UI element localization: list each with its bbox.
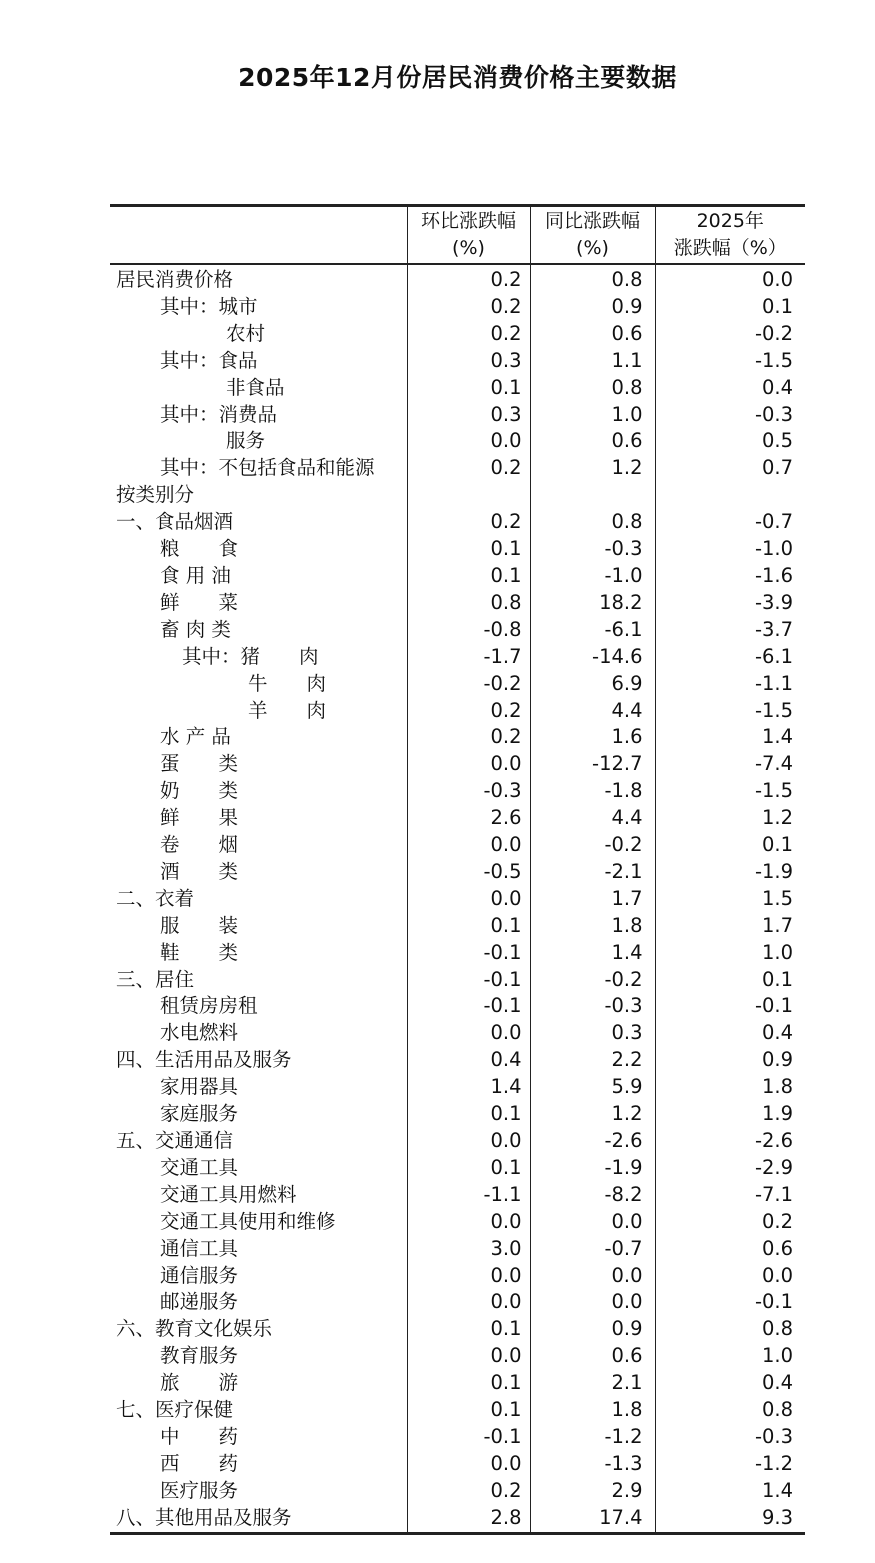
row-mom-value: -1.7: [407, 644, 530, 671]
row-mom-value: 2.8: [407, 1505, 530, 1533]
row-item-name: [110, 348, 407, 375]
row-yoy-value: 1.2: [530, 455, 655, 482]
row-mom-value: 0.0: [407, 1263, 530, 1290]
row-yoy-value: 0.0: [530, 1209, 655, 1236]
row-item-label: 其中：城市: [160, 294, 258, 318]
row-item-label: 旅 游: [160, 1371, 239, 1395]
row-ytd-value: 0.0: [761, 268, 793, 291]
row-mom-value: 0.0: [407, 1209, 530, 1236]
row-ytd-value: -3.9: [754, 590, 793, 614]
row-item-label: 其中：消费品: [160, 402, 278, 426]
row-item-label: 鞋 类: [160, 940, 239, 964]
row-item-label: 二、衣着: [116, 886, 195, 910]
row-item-name: [110, 671, 407, 698]
table-row: [110, 509, 805, 536]
row-item-label: 邮递服务: [160, 1290, 239, 1314]
row-item-label: 农村: [226, 321, 266, 345]
row-yoy-value: 0.6: [530, 1343, 655, 1370]
row-mom-value: -0.1: [407, 940, 530, 967]
row-mom-value: -0.1: [407, 993, 530, 1020]
row-mom-value: 0.0: [407, 1289, 530, 1316]
row-ytd-value: -1.2: [754, 1451, 793, 1475]
row-ytd-value: -7.1: [754, 1182, 793, 1206]
row-ytd-value: [655, 482, 805, 509]
row-ytd-value: -2.9: [754, 1155, 793, 1179]
row-item-label: 其中：食品: [160, 348, 258, 372]
row-mom-value: 0.3: [407, 348, 530, 375]
row-item-name: [110, 698, 407, 725]
table-row: [110, 294, 805, 321]
table-body: [110, 264, 805, 1533]
row-item-name: [110, 940, 407, 967]
row-item-label: 牛 肉: [248, 671, 327, 695]
row-ytd-value: -1.5: [754, 348, 793, 372]
row-item-label: 家用器具: [160, 1075, 239, 1099]
row-yoy-value: 4.4: [530, 805, 655, 832]
row-ytd-value: -7.4: [754, 752, 793, 776]
row-item-name: [110, 321, 407, 348]
row-item-name: [110, 563, 407, 590]
row-ytd-value: -3.7: [754, 617, 793, 641]
header-ytd-change: [655, 206, 805, 265]
row-ytd-value: -0.7: [754, 510, 793, 534]
row-item-name: [110, 724, 407, 751]
row-item-name: [110, 1397, 407, 1424]
row-item-label: 教育服务: [160, 1344, 239, 1368]
table-row: [110, 348, 805, 375]
table-row: [110, 1289, 805, 1316]
row-item-name: [110, 509, 407, 536]
row-item-label: 粮 食: [160, 537, 239, 561]
row-ytd-value: 9.3: [761, 1505, 793, 1529]
row-ytd-value: 0.4: [761, 1371, 793, 1395]
row-ytd-value: 1.4: [761, 725, 793, 749]
row-item-label: 通信服务: [160, 1263, 239, 1287]
row-mom-value: [407, 482, 530, 509]
row-mom-value: -0.1: [407, 1424, 530, 1451]
row-ytd-value: 1.9: [761, 1102, 793, 1126]
row-item-name: [110, 805, 407, 832]
row-item-label: 通信工具: [160, 1236, 239, 1260]
row-yoy-value: 1.0: [530, 402, 655, 429]
row-item-name: [110, 402, 407, 429]
table-row: [110, 617, 805, 644]
row-yoy-value: 0.6: [530, 428, 655, 455]
row-item-name: [110, 1370, 407, 1397]
cpi-table: [110, 204, 805, 1535]
row-yoy-value: -1.9: [530, 1155, 655, 1182]
row-ytd-value: 0.9: [761, 1048, 793, 1072]
table-row: [110, 724, 805, 751]
row-item-name: [110, 375, 407, 402]
row-yoy-value: -0.2: [530, 967, 655, 994]
row-mom-value: 0.0: [407, 832, 530, 859]
table-row: [110, 1370, 805, 1397]
row-yoy-value: -0.7: [530, 1236, 655, 1263]
row-yoy-value: 1.7: [530, 886, 655, 913]
header-yoy-change: [530, 206, 655, 265]
row-item-name: [110, 428, 407, 455]
row-ytd-value: 0.8: [761, 1317, 793, 1341]
row-ytd-value: 1.7: [761, 913, 793, 937]
row-mom-value: 0.0: [407, 751, 530, 778]
row-ytd-value: -6.1: [754, 644, 793, 668]
row-ytd-value: -1.0: [754, 537, 793, 561]
row-item-name: [110, 1182, 407, 1209]
row-item-name: [110, 1451, 407, 1478]
header-mom-label: 环比涨跌幅: [420, 210, 516, 232]
row-mom-value: 0.2: [407, 321, 530, 348]
table-row: [110, 1101, 805, 1128]
row-yoy-value: 0.8: [530, 509, 655, 536]
row-item-label: 水 产 品: [160, 725, 231, 749]
row-ytd-value: 0.7: [761, 456, 793, 480]
row-yoy-value: -0.2: [530, 832, 655, 859]
row-item-name: [110, 1209, 407, 1236]
row-item-name: [110, 264, 407, 294]
table-row: [110, 1397, 805, 1424]
row-ytd-value: 0.8: [761, 1398, 793, 1422]
table-row: [110, 402, 805, 429]
table-row: [110, 832, 805, 859]
table-row: [110, 644, 805, 671]
row-item-label: 奶 类: [160, 779, 239, 803]
table-row: [110, 1155, 805, 1182]
row-ytd-value: 0.6: [761, 1236, 793, 1260]
row-item-label: 五、交通通信: [116, 1129, 234, 1152]
row-mom-value: 0.1: [407, 375, 530, 402]
row-ytd-value: 0.1: [761, 967, 793, 991]
row-ytd-value: -0.1: [754, 1290, 793, 1314]
row-item-name: [110, 1236, 407, 1263]
row-item-label: 鲜 果: [160, 806, 239, 830]
table-row: [110, 1263, 805, 1290]
table-row: [110, 859, 805, 886]
row-yoy-value: 0.0: [530, 1289, 655, 1316]
row-yoy-value: -2.6: [530, 1128, 655, 1155]
row-ytd-value: -1.5: [754, 698, 793, 722]
row-mom-value: 0.2: [407, 509, 530, 536]
row-item-label: 居民消费价格: [116, 268, 234, 291]
row-yoy-value: -2.1: [530, 859, 655, 886]
row-yoy-value: 2.9: [530, 1478, 655, 1505]
row-mom-value: -0.5: [407, 859, 530, 886]
row-item-name: [110, 1289, 407, 1316]
row-ytd-value: -0.1: [754, 994, 793, 1018]
row-item-label: 非食品: [226, 375, 285, 399]
row-item-label: 八、其他用品及服务: [116, 1505, 292, 1529]
row-ytd-value: 1.8: [761, 1075, 793, 1099]
row-item-name: [110, 1020, 407, 1047]
row-ytd-value: -0.3: [754, 402, 793, 426]
row-ytd-value: -1.1: [754, 671, 793, 695]
row-yoy-value: 0.9: [530, 294, 655, 321]
row-ytd-value: 1.5: [761, 886, 793, 910]
row-yoy-value: 17.4: [530, 1505, 655, 1533]
row-mom-value: 0.1: [407, 1101, 530, 1128]
header-item-name: [110, 206, 407, 265]
row-item-label: 按类别分: [116, 483, 195, 507]
row-yoy-value: 1.8: [530, 913, 655, 940]
row-yoy-value: 1.8: [530, 1397, 655, 1424]
header-ytd-unit: 涨跌幅（%）: [673, 237, 787, 259]
row-yoy-value: -1.8: [530, 778, 655, 805]
row-item-label: 交通工具用燃料: [160, 1182, 297, 1206]
header-yoy-label: 同比涨跌幅: [544, 210, 640, 232]
table-row: [110, 1074, 805, 1101]
row-mom-value: 0.0: [407, 1020, 530, 1047]
table-row: [110, 1128, 805, 1155]
row-mom-value: 0.1: [407, 1397, 530, 1424]
table-row: [110, 940, 805, 967]
row-item-label: 六、教育文化娱乐: [116, 1317, 273, 1341]
row-ytd-value: -0.3: [754, 1424, 793, 1448]
cpi-table-container: [110, 204, 805, 1535]
row-item-label: 羊 肉: [248, 698, 327, 722]
row-yoy-value: 18.2: [530, 590, 655, 617]
table-row: [110, 1343, 805, 1370]
table-row: [110, 1020, 805, 1047]
row-mom-value: -0.8: [407, 617, 530, 644]
row-ytd-value: -1.9: [754, 859, 793, 883]
row-mom-value: 0.1: [407, 563, 530, 590]
row-item-label: 鲜 菜: [160, 590, 239, 614]
table-row: [110, 590, 805, 617]
table-row: [110, 993, 805, 1020]
table-row: [110, 536, 805, 563]
table-row: [110, 428, 805, 455]
row-item-label: 蛋 类: [160, 752, 239, 776]
row-item-label: 交通工具: [160, 1155, 239, 1179]
row-item-label: 服 装: [160, 913, 239, 937]
row-ytd-value: 0.4: [761, 375, 793, 399]
row-ytd-value: 0.1: [761, 833, 793, 857]
row-item-name: [110, 1505, 407, 1533]
row-yoy-value: 2.2: [530, 1047, 655, 1074]
table-row: [110, 671, 805, 698]
row-ytd-value: 1.0: [761, 1344, 793, 1368]
row-mom-value: 2.6: [407, 805, 530, 832]
table-row: [110, 1236, 805, 1263]
row-yoy-value: 0.9: [530, 1316, 655, 1343]
row-mom-value: 0.2: [407, 455, 530, 482]
row-mom-value: 0.0: [407, 1343, 530, 1370]
row-mom-value: 0.3: [407, 402, 530, 429]
row-yoy-value: 1.1: [530, 348, 655, 375]
row-mom-value: -0.3: [407, 778, 530, 805]
row-mom-value: -0.1: [407, 967, 530, 994]
row-mom-value: 0.2: [407, 698, 530, 725]
table-row: [110, 778, 805, 805]
row-yoy-value: 0.6: [530, 321, 655, 348]
row-yoy-value: 0.0: [530, 1263, 655, 1290]
row-mom-value: 0.4: [407, 1047, 530, 1074]
row-mom-value: 0.1: [407, 1316, 530, 1343]
row-item-name: [110, 617, 407, 644]
row-yoy-value: -0.3: [530, 536, 655, 563]
row-item-name: [110, 536, 407, 563]
row-item-name: [110, 751, 407, 778]
row-item-label: 水电燃料: [160, 1021, 239, 1045]
row-item-label: 中 药: [160, 1424, 239, 1448]
row-item-name: [110, 778, 407, 805]
row-item-name: [110, 859, 407, 886]
row-yoy-value: 0.3: [530, 1020, 655, 1047]
row-yoy-value: -12.7: [530, 751, 655, 778]
row-item-label: 卷 烟: [160, 833, 239, 857]
row-item-name: [110, 455, 407, 482]
row-item-name: [110, 644, 407, 671]
row-yoy-value: 1.2: [530, 1101, 655, 1128]
row-item-name: [110, 1343, 407, 1370]
row-mom-value: 0.1: [407, 913, 530, 940]
row-item-label: 三、居住: [116, 967, 195, 991]
table-row: [110, 913, 805, 940]
row-mom-value: 0.0: [407, 428, 530, 455]
row-yoy-value: [530, 482, 655, 509]
row-yoy-value: 1.6: [530, 724, 655, 751]
table-row: [110, 1209, 805, 1236]
row-ytd-value: -1.5: [754, 779, 793, 803]
table-row: [110, 967, 805, 994]
row-item-name: [110, 1478, 407, 1505]
row-yoy-value: -1.3: [530, 1451, 655, 1478]
row-mom-value: 0.2: [407, 294, 530, 321]
row-item-name: [110, 1128, 407, 1155]
row-item-label: 食 用 油: [160, 563, 231, 587]
table-row: [110, 751, 805, 778]
row-item-name: [110, 590, 407, 617]
row-ytd-value: -1.6: [754, 563, 793, 587]
row-yoy-value: 1.4: [530, 940, 655, 967]
table-row: [110, 1424, 805, 1451]
row-ytd-value: -0.2: [754, 321, 793, 345]
header-ytd-label: 2025年: [696, 210, 764, 232]
row-item-label: 畜 肉 类: [160, 617, 231, 641]
row-mom-value: 0.8: [407, 590, 530, 617]
row-item-label: 西 药: [160, 1451, 239, 1475]
row-item-label: 租赁房房租: [160, 994, 258, 1018]
row-item-label: 酒 类: [160, 859, 239, 883]
table-row: [110, 1316, 805, 1343]
row-mom-value: 0.2: [407, 1478, 530, 1505]
row-ytd-value: 0.4: [761, 1021, 793, 1045]
header-mom-unit: (%): [452, 237, 485, 259]
table-row: [110, 482, 805, 509]
row-ytd-value: -2.6: [754, 1129, 793, 1152]
table-row: [110, 264, 805, 294]
row-item-label: 七、医疗保健: [116, 1398, 234, 1422]
row-item-name: [110, 913, 407, 940]
table-row: [110, 455, 805, 482]
row-item-label: 其中：不包括食品和能源: [160, 456, 375, 480]
row-yoy-value: -14.6: [530, 644, 655, 671]
row-item-name: [110, 967, 407, 994]
table-row: [110, 886, 805, 913]
row-item-label: 其中：猪 肉: [182, 644, 319, 668]
row-item-label: 医疗服务: [160, 1478, 239, 1502]
row-item-name: [110, 993, 407, 1020]
row-item-name: [110, 1424, 407, 1451]
row-item-name: [110, 294, 407, 321]
table-header: [110, 206, 805, 265]
row-item-name: [110, 886, 407, 913]
table-row: [110, 805, 805, 832]
row-yoy-value: -6.1: [530, 617, 655, 644]
table-row: [110, 698, 805, 725]
row-mom-value: 0.0: [407, 886, 530, 913]
row-mom-value: 0.2: [407, 724, 530, 751]
row-mom-value: 0.1: [407, 1155, 530, 1182]
row-yoy-value: -0.3: [530, 993, 655, 1020]
row-yoy-value: 5.9: [530, 1074, 655, 1101]
row-item-name: [110, 1101, 407, 1128]
row-yoy-value: -1.2: [530, 1424, 655, 1451]
row-ytd-value: 1.2: [761, 806, 793, 830]
row-item-name: [110, 1155, 407, 1182]
row-item-name: [110, 1074, 407, 1101]
row-mom-value: -0.2: [407, 671, 530, 698]
row-yoy-value: 4.4: [530, 698, 655, 725]
row-item-name: [110, 832, 407, 859]
row-yoy-value: 0.8: [530, 264, 655, 294]
row-mom-value: 0.0: [407, 1128, 530, 1155]
table-row: [110, 375, 805, 402]
header-yoy-unit: (%): [576, 237, 609, 259]
row-mom-value: 0.2: [407, 264, 530, 294]
page-title: 2025年12月份居民消费价格主要数据: [238, 63, 677, 92]
row-item-label: 服务: [226, 429, 266, 453]
row-yoy-value: -1.0: [530, 563, 655, 590]
row-yoy-value: -8.2: [530, 1182, 655, 1209]
row-mom-value: -1.1: [407, 1182, 530, 1209]
header-row: [110, 206, 805, 265]
table-row: [110, 1182, 805, 1209]
row-ytd-value: 0.5: [761, 429, 793, 453]
table-row: [110, 321, 805, 348]
row-yoy-value: 0.8: [530, 375, 655, 402]
row-item-label: 一、食品烟酒: [116, 510, 234, 534]
row-item-name: [110, 1047, 407, 1074]
row-mom-value: 1.4: [407, 1074, 530, 1101]
row-item-label: 家庭服务: [160, 1102, 239, 1126]
row-item-label: 四、生活用品及服务: [116, 1048, 292, 1072]
row-ytd-value: 0.0: [761, 1263, 793, 1287]
row-yoy-value: 2.1: [530, 1370, 655, 1397]
row-mom-value: 3.0: [407, 1236, 530, 1263]
row-mom-value: 0.1: [407, 1370, 530, 1397]
row-mom-value: 0.1: [407, 536, 530, 563]
header-mom-change: [407, 206, 530, 265]
row-mom-value: 0.0: [407, 1451, 530, 1478]
table-row: [110, 563, 805, 590]
row-ytd-value: 1.4: [761, 1478, 793, 1502]
row-item-name: [110, 482, 407, 509]
table-row: [110, 1478, 805, 1505]
table-row: [110, 1505, 805, 1533]
row-ytd-value: 0.1: [761, 294, 793, 318]
table-row: [110, 1451, 805, 1478]
row-item-label: 交通工具使用和维修: [160, 1209, 336, 1233]
row-ytd-value: 1.0: [761, 940, 793, 964]
row-item-name: [110, 1263, 407, 1290]
row-item-name: [110, 1316, 407, 1343]
row-ytd-value: 0.2: [761, 1209, 793, 1233]
row-yoy-value: 6.9: [530, 671, 655, 698]
table-row: [110, 1047, 805, 1074]
